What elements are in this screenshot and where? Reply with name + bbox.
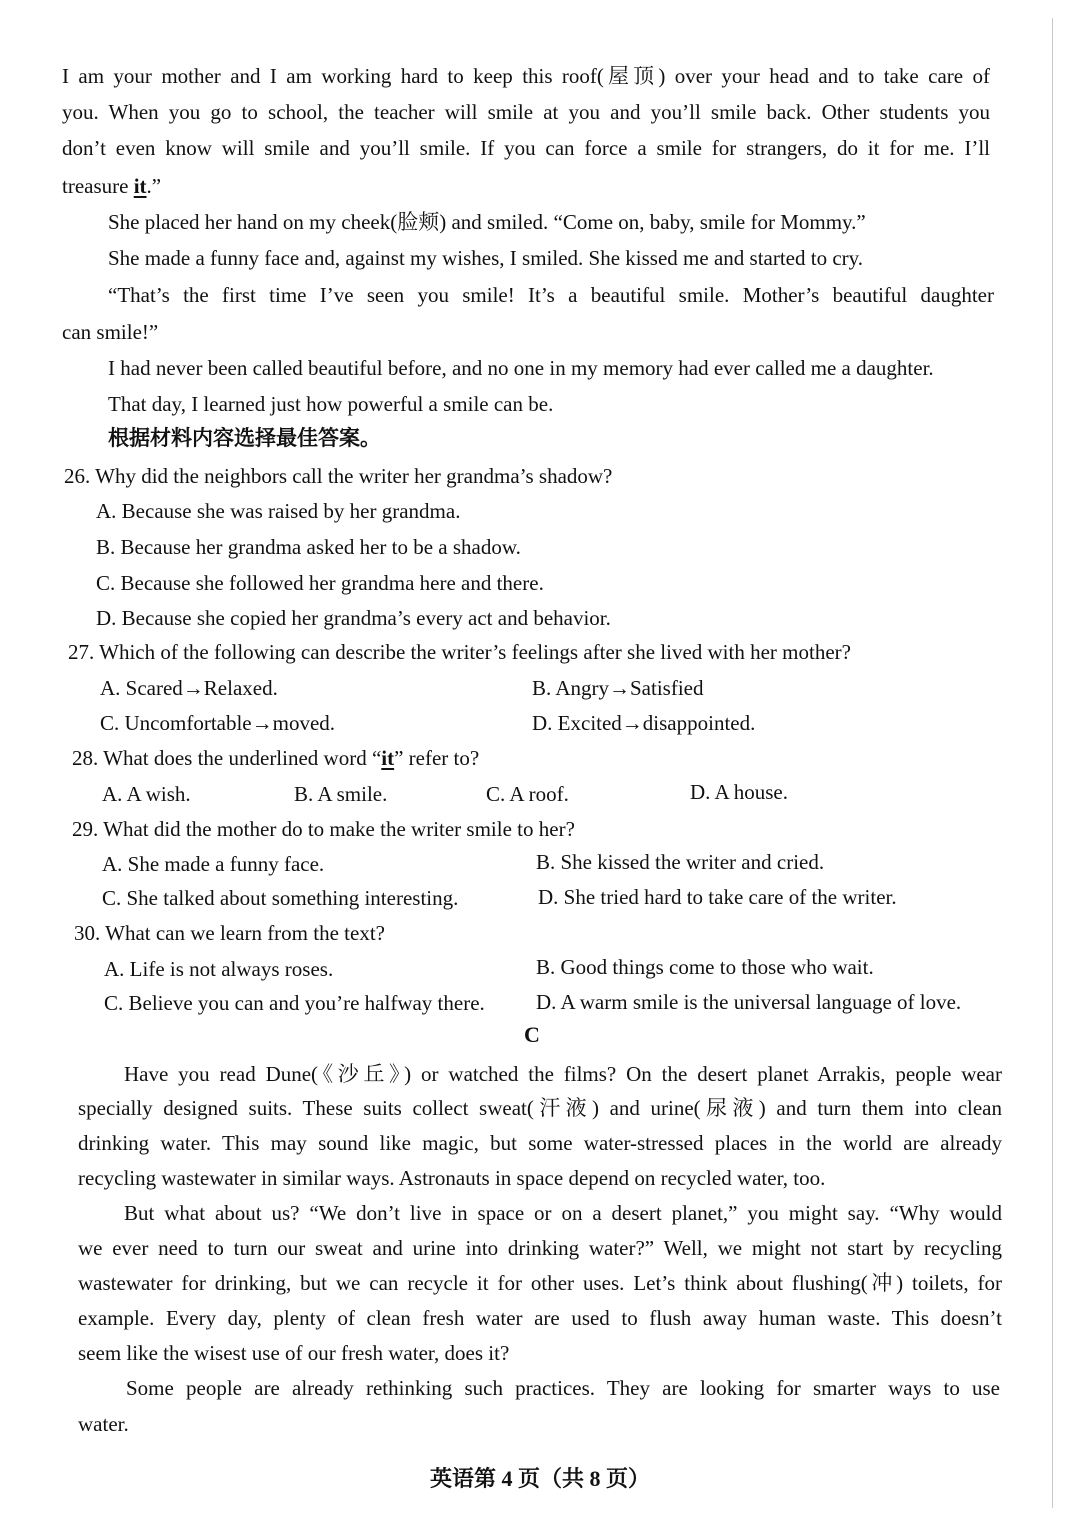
question-28-underlined-it: it xyxy=(381,746,395,770)
page-footer: 英语第 4 页（共 8 页） xyxy=(429,1466,650,1491)
passage-c-p1-line3: drinking water. This may sound like magic, but some water-stressed places in the world are already xyxy=(78,1131,1002,1155)
passage-b-p4-line1: “That’s the first time I’ve seen you smile! It’s a beautiful smile. Mother’s beautiful daughter xyxy=(108,283,994,307)
question-30-option-c[interactable]: C. Believe you can and you’re halfway there. xyxy=(104,991,485,1015)
question-29-option-b[interactable]: B. She kissed the writer and cried. xyxy=(536,850,825,874)
passage-c-p3-line2: water. xyxy=(78,1412,129,1436)
instruction-choose-answer: 根据材料内容选择最佳答案。 xyxy=(108,426,381,450)
question-29-option-d[interactable]: D. She tried hard to take care of the writer. xyxy=(538,885,897,909)
passage-b-p2: She placed her hand on my cheek(脸颊) and smiled. “Come on, baby, smile for Mommy.” xyxy=(108,210,866,234)
question-29-option-a[interactable]: A. She made a funny face. xyxy=(102,852,325,876)
passage-c-p1-line1: Have you read Dune(《沙丘》) or watched the films? On the desert planet Arrakis, people wear xyxy=(124,1062,1002,1086)
question-26-option-d[interactable]: D. Because she copied her grandma’s every act and behavior. xyxy=(96,606,611,630)
question-27-option-a[interactable]: A. Scared→Relaxed. xyxy=(100,676,278,700)
question-26-stem: 26. Why did the neighbors call the writer her grandma’s shadow? xyxy=(64,464,613,488)
question-28-option-b[interactable]: B. A smile. xyxy=(294,782,388,806)
passage-c-p2-line2: we ever need to turn our sweat and urine into drinking water?” Well, we might not start by recycling xyxy=(78,1236,1002,1260)
page-edge-rule xyxy=(1052,18,1053,1508)
question-27-stem: 27. Which of the following can describe the writer’s feelings after she lived with her mother? xyxy=(68,640,851,664)
passage-b-p3: She made a funny face and, against my wishes, I smiled. She kissed me and started to cry. xyxy=(108,246,864,270)
question-29-stem: 29. What did the mother do to make the writer smile to her? xyxy=(72,817,575,841)
closing-quote: .” xyxy=(146,174,162,198)
passage-b-p1-line1: I am your mother and I am working hard to keep this roof(屋顶) over your head and to take care of xyxy=(62,64,990,88)
question-28-option-d[interactable]: D. A house. xyxy=(690,780,789,804)
question-28-stem-pre: 28. What does the underlined word “ xyxy=(72,746,382,770)
underlined-word-it: it xyxy=(133,174,147,198)
passage-b-p4-line2: can smile!” xyxy=(62,320,159,344)
question-30-option-b[interactable]: B. Good things come to those who wait. xyxy=(536,955,874,979)
passage-b-p5: I had never been called beautiful before, and no one in my memory had ever called me a daughter. xyxy=(108,356,934,380)
question-28-stem xyxy=(72,744,479,772)
question-30-option-a[interactable]: A. Life is not always roses. xyxy=(104,957,334,981)
passage-c-p2-line3: wastewater for drinking, but we can recycle it for other uses. Let’s think about flushing(冲) toilets, for xyxy=(78,1271,1002,1295)
passage-c-p3-line1: Some people are already rethinking such practices. They are looking for smarter ways to use xyxy=(126,1376,1000,1400)
question-27-option-d[interactable]: D. Excited→disappointed. xyxy=(532,711,756,735)
question-28-option-c[interactable]: C. A roof. xyxy=(486,782,569,806)
question-26-option-a[interactable]: A. Because she was raised by her grandma. xyxy=(96,499,461,523)
passage-c-heading: C xyxy=(524,1022,540,1047)
passage-c-p2-line1: But what about us? “We don’t live in space or on a desert planet,” you might say. “Why would xyxy=(124,1201,1002,1225)
passage-b-p1-line3: don’t even know will smile and you’ll smile. If you can force a smile for strangers, do it for me. I’ll xyxy=(62,136,990,160)
question-26-option-b[interactable]: B. Because her grandma asked her to be a shadow. xyxy=(96,535,521,559)
question-28-option-a[interactable]: A. A wish. xyxy=(102,782,191,806)
passage-b-p6: That day, I learned just how powerful a smile can be. xyxy=(108,392,554,416)
passage-b-p1-line4 xyxy=(62,172,161,200)
passage-c-p1-line2: specially designed suits. These suits collect sweat(汗液) and urine(尿液) and turn them into clean xyxy=(78,1096,1002,1120)
passage-c-p2-line4: example. Every day, plenty of clean fresh water are used to flush away human waste. This doesn’t xyxy=(78,1306,1002,1330)
passage-c-p1-line4: recycling wastewater in similar ways. Astronauts in space depend on recycled water, too. xyxy=(78,1166,826,1190)
question-28-stem-post: ” refer to? xyxy=(394,746,480,770)
passage-c-p2-line5: seem like the wisest use of our fresh water, does it? xyxy=(78,1341,510,1365)
passage-b-p1-line2: you. When you go to school, the teacher will smile at you and you’ll smile back. Other students you xyxy=(62,100,990,124)
question-27-option-c[interactable]: C. Uncomfortable→moved. xyxy=(100,711,336,735)
question-30-option-d[interactable]: D. A warm smile is the universal language of love. xyxy=(536,990,962,1014)
question-26-option-c[interactable]: C. Because she followed her grandma here and there. xyxy=(96,571,544,595)
question-29-option-c[interactable]: C. She talked about something interesting. xyxy=(102,886,459,910)
question-30-stem: 30. What can we learn from the text? xyxy=(74,921,385,945)
treasure-text: treasure xyxy=(62,174,134,198)
question-27-option-b[interactable]: B. Angry→Satisfied xyxy=(532,676,704,700)
